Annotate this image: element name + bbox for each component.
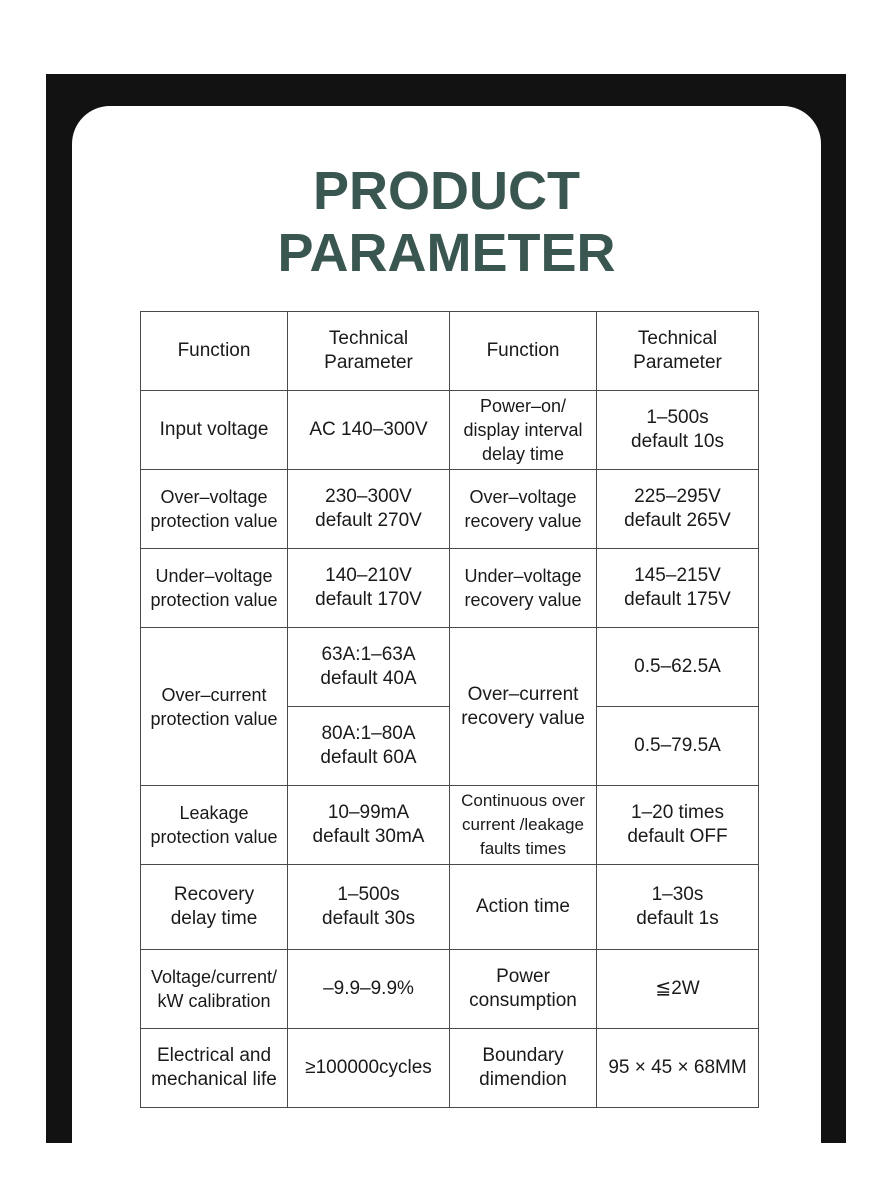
parameter-cell: 95 × 45 × 68MM xyxy=(597,1029,759,1108)
parameter-cell: 225–295V default 265V xyxy=(597,470,759,549)
function-cell: Over–voltage protection value xyxy=(141,470,288,549)
table-header-row xyxy=(141,312,759,391)
parameter-cell: 1–30s default 1s xyxy=(597,865,759,950)
function-cell: Over–voltage recovery value xyxy=(450,470,597,549)
header-parameter-2: Technical Parameter xyxy=(597,312,759,391)
function-cell: Continuous over current /leakage faults times xyxy=(450,786,597,865)
table-row xyxy=(141,865,759,950)
function-cell: Power consumption xyxy=(450,950,597,1029)
function-cell: Voltage/current/ kW calibration xyxy=(141,950,288,1029)
header-function-1: Function xyxy=(141,312,288,391)
title-line-1: PRODUCT xyxy=(313,161,580,221)
table-row xyxy=(141,786,759,865)
parameter-cell: ≦2W xyxy=(597,950,759,1029)
function-cell: Electrical and mechanical life xyxy=(141,1029,288,1108)
function-cell: Boundary dimendion xyxy=(450,1029,597,1108)
parameter-cell: 63A:1–63A default 40A xyxy=(288,628,450,707)
parameter-cell: 1–500s default 30s xyxy=(288,865,450,950)
function-cell: Power–on/ display interval delay time xyxy=(450,391,597,470)
parameter-cell: ≥100000cycles xyxy=(288,1029,450,1108)
parameter-cell: 145–215V default 175V xyxy=(597,549,759,628)
function-cell: Leakage protection value xyxy=(141,786,288,865)
table-row xyxy=(141,391,759,470)
function-cell: Over–current protection value xyxy=(141,628,288,786)
function-cell: Recovery delay time xyxy=(141,865,288,950)
function-cell: Action time xyxy=(450,865,597,950)
table-row xyxy=(141,950,759,1029)
table-row xyxy=(141,470,759,549)
parameter-cell: 0.5–79.5A xyxy=(597,707,759,786)
parameter-cell: 1–500s default 10s xyxy=(597,391,759,470)
function-cell: Under–voltage recovery value xyxy=(450,549,597,628)
parameter-cell: 140–210V default 170V xyxy=(288,549,450,628)
page-title xyxy=(72,160,821,284)
parameter-cell: AC 140–300V xyxy=(288,391,450,470)
parameter-cell: 10–99mA default 30mA xyxy=(288,786,450,865)
header-function-2: Function xyxy=(450,312,597,391)
parameter-cell: 1–20 times default OFF xyxy=(597,786,759,865)
function-cell: Under–voltage protection value xyxy=(141,549,288,628)
header-parameter-1: Technical Parameter xyxy=(288,312,450,391)
table-row xyxy=(141,1029,759,1108)
table-row xyxy=(141,549,759,628)
parameter-cell: 80A:1–80A default 60A xyxy=(288,707,450,786)
parameter-cell: –9.9–9.9% xyxy=(288,950,450,1029)
function-cell: Over–current recovery value xyxy=(450,628,597,786)
table-row xyxy=(141,628,759,707)
function-cell: Input voltage xyxy=(141,391,288,470)
parameter-table xyxy=(140,311,759,1108)
parameter-cell: 0.5–62.5A xyxy=(597,628,759,707)
parameter-cell: 230–300V default 270V xyxy=(288,470,450,549)
title-line-2: PARAMETER xyxy=(277,223,616,283)
